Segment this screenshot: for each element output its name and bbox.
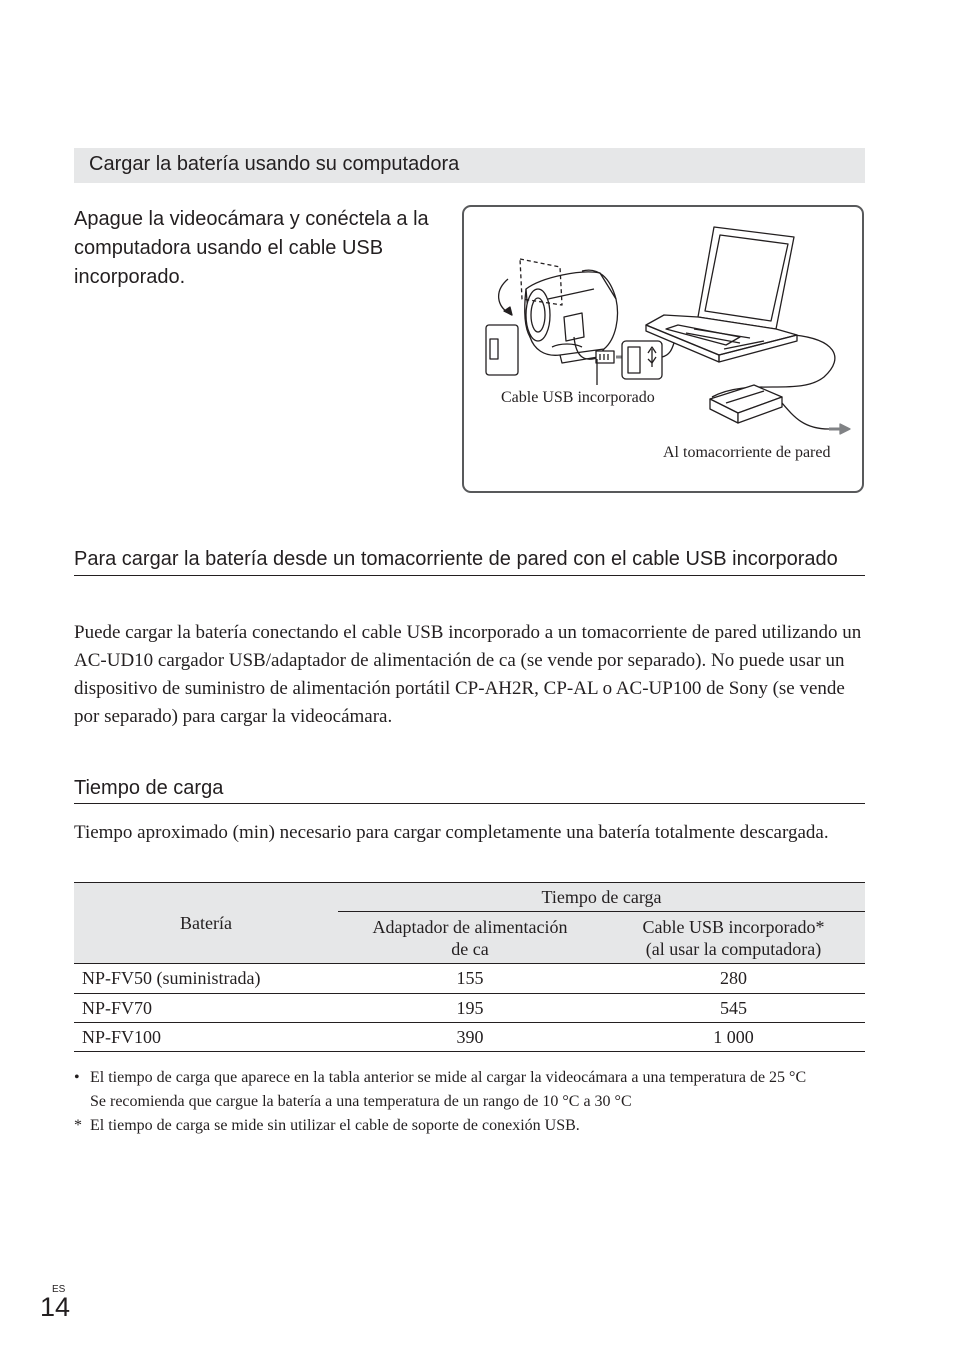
col-usb-header	[602, 913, 865, 964]
table-row	[74, 963, 865, 993]
note-bullet-text-1: El tiempo de carga que aparece en la tabla anterior se mide al cargar la videocámara a una temperatura de 25 °C	[90, 1069, 807, 1086]
table-row	[74, 1022, 865, 1051]
usb-time-cell: 545	[720, 997, 747, 1018]
table-row	[74, 993, 865, 1022]
col-usb-line1: Cable USB incorporado*	[642, 916, 825, 937]
note-asterisk-text: El tiempo de carga se mide sin utilizar el cable de soporte de conexión USB.	[90, 1117, 580, 1134]
ac-time-cell: 195	[456, 997, 484, 1018]
wall-charge-heading: Para cargar la batería desde un tomacorriente de pared con el cable USB incorporado	[74, 545, 865, 576]
col-ac-header	[338, 913, 602, 964]
section-title: Cargar la batería usando su computadora	[74, 148, 865, 183]
col-group-label: Tiempo de carga	[338, 883, 865, 912]
usb-cable-label: Cable USB incorporado	[501, 389, 655, 406]
camcorder-icon	[525, 270, 618, 363]
col-group-header	[338, 883, 865, 913]
note-bullet	[74, 1066, 865, 1114]
wall-charge-body: Puede cargar la batería conectando el cable USB incorporado a un tomacorriente de pared utilizando un AC-UD10 cargador USB/adaptador de alimentación de ca (se vende por separado). No puede usar un dispositivo de suministro de alimentación portátil CP-AH2R, CP-AL o AC-UP100 de Sony (se vende por separado) para cargar la videocámara.	[74, 622, 862, 727]
note-asterisk	[74, 1114, 865, 1138]
ac-adapter-icon	[710, 385, 782, 423]
usb-connection-figure	[462, 205, 864, 493]
ac-time-cell: 155	[456, 968, 484, 988]
intro-instruction: Apague la videocámara y conéctela a la computadora usando el cable USB incorporado.	[74, 208, 429, 288]
col-ac-line1: Adaptador de alimentación	[372, 916, 568, 937]
charge-time-heading: Tiempo de carga	[74, 775, 865, 804]
notes	[74, 1066, 865, 1138]
usb-plug-icon	[596, 351, 614, 363]
wall-outlet-label: Al tomacorriente de pared	[663, 444, 831, 461]
usb-time-cell: 1 000	[713, 1026, 754, 1047]
note-bullet-text-2: Se recomienda que cargue la batería a una temperatura de un rango de 10 °C a 30 °C	[90, 1093, 632, 1110]
col-battery-header: Batería	[74, 883, 338, 964]
language-code: ES	[52, 1284, 66, 1295]
usb-time-cell: 280	[720, 968, 747, 988]
bullet-mark: •	[74, 1069, 80, 1086]
battery-icon	[486, 325, 518, 375]
page-number: 14	[40, 1292, 71, 1322]
battery-cell: NP-FV100	[82, 1026, 162, 1047]
col-ac-line2: de ca	[451, 938, 489, 959]
ac-time-cell: 390	[456, 1026, 484, 1047]
asterisk-mark: *	[74, 1117, 82, 1134]
col-usb-line2: (al usar la computadora)	[645, 938, 822, 959]
battery-cell: NP-FV70	[82, 997, 153, 1018]
charge-time-body: Tiempo aproximado (min) necesario para cargar completamente una batería totalmente descargada.	[74, 822, 829, 843]
charge-time-table	[74, 882, 865, 1052]
laptop-icon	[646, 227, 797, 362]
battery-cell: NP-FV50 (suministrada)	[82, 968, 261, 988]
usb-port-icon	[622, 341, 674, 379]
